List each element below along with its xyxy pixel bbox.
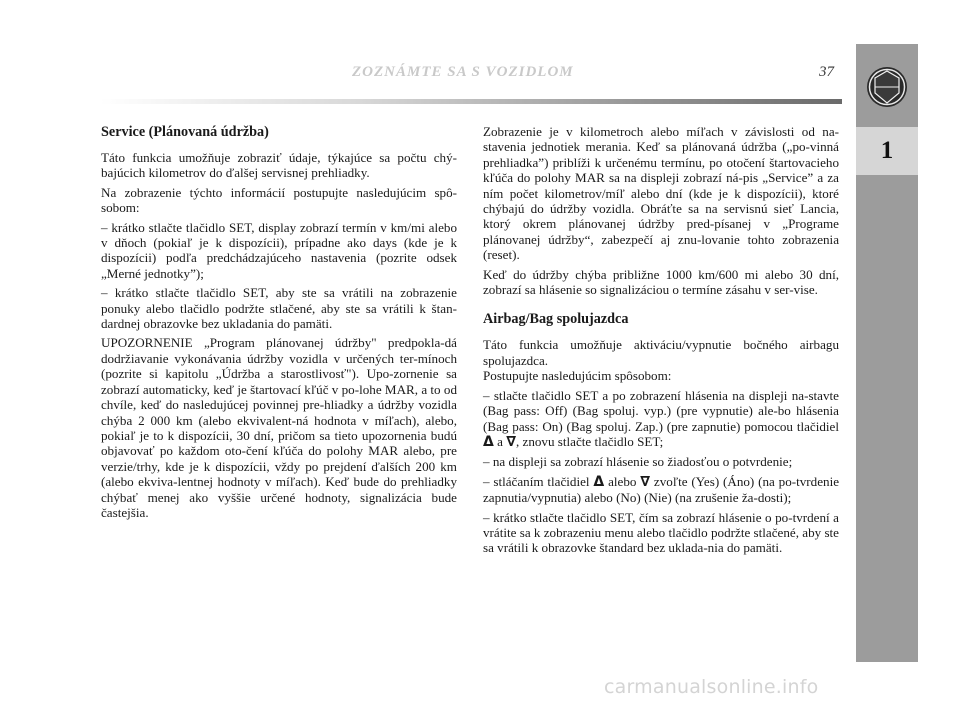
paragraph: – na displeji sa zobrazí hlásenie so žiadosťou o potvrdenie; xyxy=(483,454,793,470)
chapter-number-box: 1 xyxy=(856,127,918,175)
left-column xyxy=(101,124,457,524)
watermark: carmanualsonline.info xyxy=(604,676,819,698)
arrow-up-icon: Δ xyxy=(593,473,605,490)
paragraph: – krátko stlačte tlačidlo SET, čím sa zobrazí hlásenie o po-tvrdení a vrátite sa k zobrazeniu menu alebo tlačidlo podržte stlačené, aby ste sa vrátili k obrazovke štandard bez uklada-nia do pamäti. xyxy=(483,509,839,556)
right-column xyxy=(483,124,839,560)
paragraph: – krátko stlačte tlačidlo SET, display zobrazí termín v km/mi alebo v dňoch (pokiaľ je k dispozícii), prípadne ako days (kde je k dispozícii) podľa predchádzajúceho nastavenia (pozrite odsek „Merné jednotky”); xyxy=(101,219,457,281)
paragraph: Táto funkcia umožňuje zobraziť údaje, týkajúce sa počtu chý-bajúcich kilometrov do ďalšej servisnej prehliadky. xyxy=(101,150,457,181)
arrow-up-icon: Δ xyxy=(483,433,494,450)
page-number: 37 xyxy=(819,64,834,80)
section-heading-airbag: Airbag/Bag spolujazdca xyxy=(483,311,629,328)
paragraph: Postupujte nasledujúcim spôsobom: xyxy=(483,368,672,384)
lancia-logo-icon xyxy=(866,66,908,108)
section-heading-service: Service (Plánovaná údržba) xyxy=(101,124,269,140)
arrow-down-icon: ∇ xyxy=(640,473,651,490)
paragraph: Zobrazenie je v kilometroch alebo míľach v závislosti od na-stavenia jednotiek merania. Keď sa plánovaná údržba („po-vinná prehliadka”) priblíži k určenému termínu, po otočení štartovacieho kľúča do polohy MAR sa na displeji zobrazí ná-pis „Service” a za ním počet kilometrov/míľ alebo dní (kde je k dispozícii), ktoré chýbajú do údržby vozidla. Obráťte sa na servisnú sieť Lancia, ktorý okrem plánovanej údržby pred-písanej v „Programe plánovanej údržby“, zabezpečí aj znu-lovanie tohto zobrazenia (reset). xyxy=(483,124,839,263)
text-span: alebo xyxy=(608,473,637,489)
text-span: , znovu stlačte tlačidlo SET; xyxy=(515,433,664,449)
arrow-down-icon: ∇ xyxy=(506,433,516,450)
text-span: zvoľte (Yes) (Áno) (na po-tvrdenie zapnutia/vypnutia) alebo (No) (Nie) (na zrušenie ža-dosti); xyxy=(483,473,840,506)
paragraph xyxy=(483,474,839,506)
header-divider xyxy=(100,99,842,104)
chapter-title: ZOZNÁMTE SA S VOZIDLOM xyxy=(352,64,574,80)
text-span: – stlačte tlačidlo SET a po zobrazení hlásenia na displeji na-stavte (Bag pass: Off) (Bag spoluj. vyp.) (pre vypnutie) ale-bo hlásenia (Bag pass: On) (Bag spoluj. Zap.) (pre zapnutie) pomocou tlačidiel xyxy=(483,387,839,434)
paragraph: Keď do údržby chýba približne 1000 km/600 mi alebo 30 dní, zobrazí sa hlásenie so signalizáciou o termíne zásahu v ser-vise. xyxy=(483,266,839,298)
paragraph xyxy=(483,388,839,451)
paragraph: Na zobrazenie týchto informácií postupujte nasledujúcim spô-sobom: xyxy=(101,184,457,216)
paragraph: Táto funkcia umožňuje aktiváciu/vypnutie bočného airbagu spolujazdca. xyxy=(483,337,839,368)
text-span: a xyxy=(497,433,503,449)
paragraph: – krátko stlačte tlačidlo SET, aby ste sa vrátili na zobrazenie ponuky alebo tlačidlo podržte stlačené, aby ste sa vrátili k štan-dardnej obrazovke bez ukladania do pamäti. xyxy=(101,285,457,332)
warning-paragraph: UPOZORNENIE „Program plánovanej údržby" predpokla-dá dodržiavanie vykonávania údržby vozidla v určených ter-mínoch (pozrite si kapitolu „Údržba a starostlivosť"). Upo-zornenie sa zobrazí automaticky, keď je štartovací kľúč v po-lohe MAR, a to od chvíle, keď do nasledujúcej povinnej pre-hliadky a údržby vozidla chýba 2 000 km (alebo ekvivalent-ná hodnota v míľach), alebo, pokiaľ je to k dispozícii, 30 dní, pričom sa tieto upozornenia budú objavovať po každom oto-čení kľúča do polohy MAR alebo, pre verzie/trhy, kde je k dispozícii, vždy po prejdení ďalších 200 km (alebo ekviva-lentnej hodnoty v míľach). Keď bude do prehliadky chýbať menej ako vyššie určené hodnoty, signalizácia bude častejšia. xyxy=(101,335,457,520)
text-span: – stláčaním tlačidiel xyxy=(483,473,590,489)
